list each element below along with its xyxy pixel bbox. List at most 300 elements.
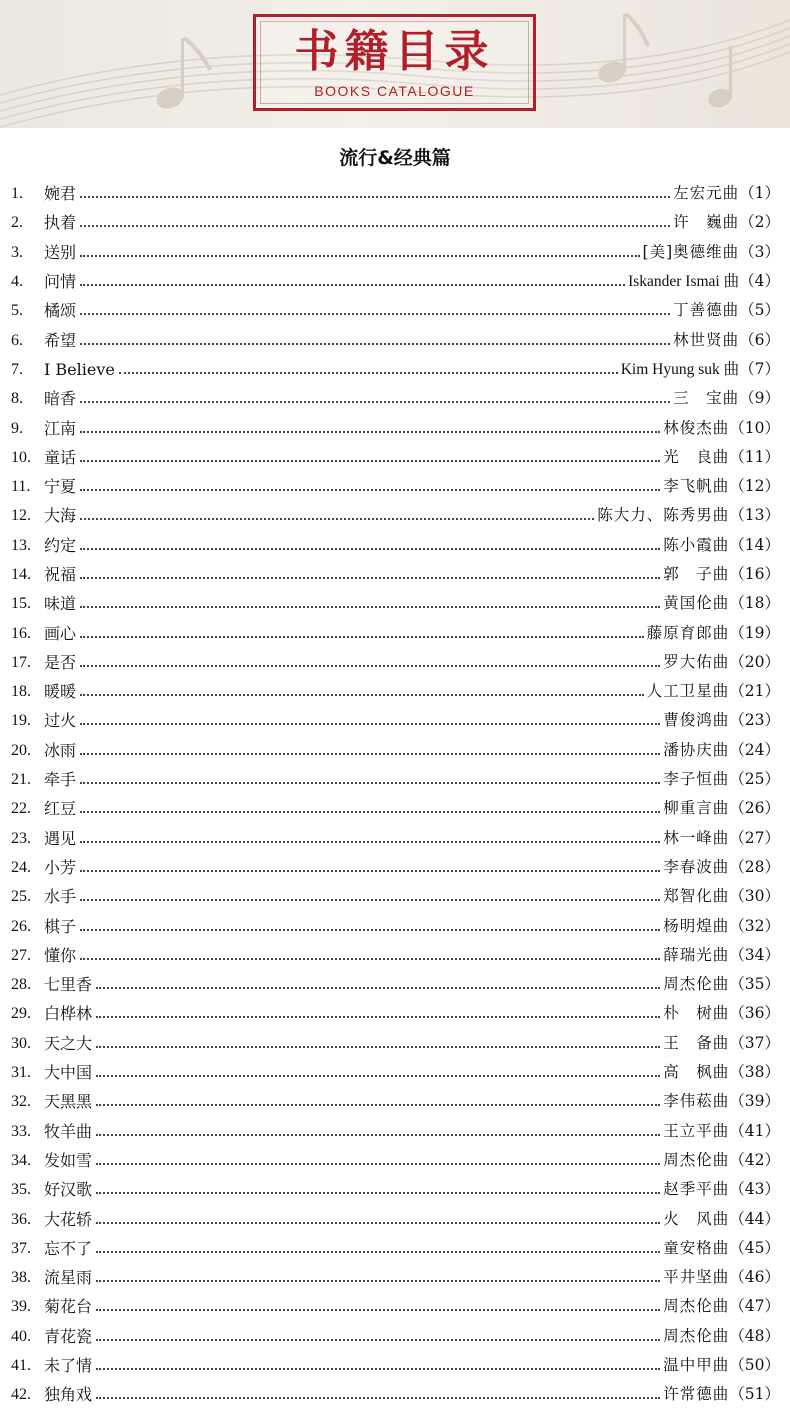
composer-credit: 童安格曲	[663, 1238, 730, 1257]
toc-entry[interactable]	[0, 325, 790, 354]
toc-entry[interactable]	[0, 765, 790, 794]
toc-entry[interactable]	[0, 267, 790, 296]
entry-number: 19.	[11, 712, 31, 730]
dot-leader	[80, 488, 660, 491]
composer-credit: 曹俊鸿曲	[663, 711, 730, 730]
entry-line	[44, 1058, 780, 1087]
song-title: 祝福	[44, 565, 77, 584]
dot-leader	[96, 986, 660, 989]
song-title: 发如雪	[44, 1150, 93, 1170]
song-title: 忘不了	[44, 1238, 93, 1258]
song-title: 问情	[44, 272, 77, 292]
dot-leader	[80, 254, 640, 257]
entry-line	[44, 1234, 780, 1263]
composer-credit: 人工卫星曲	[646, 682, 730, 701]
page-number: （45）	[729, 1238, 780, 1257]
page-number: （6）	[739, 330, 780, 349]
entry-line	[44, 677, 780, 706]
entry-number: 15.	[11, 595, 31, 613]
page-number: （5）	[739, 301, 780, 320]
dot-leader	[80, 430, 660, 433]
entry-number: 42.	[11, 1386, 31, 1404]
entry-line	[44, 443, 780, 472]
song-title: 牧羊曲	[44, 1121, 93, 1141]
toc-entry[interactable]	[0, 1380, 790, 1409]
song-title: 白桦林	[44, 1004, 93, 1024]
entry-number: 21.	[11, 771, 31, 789]
entry-line	[44, 1117, 780, 1146]
entry-line	[44, 853, 780, 882]
song-title: 宁夏	[44, 477, 77, 497]
dot-leader	[80, 693, 644, 696]
entry-number: 16.	[11, 624, 31, 642]
composer-credit: 许 巍曲	[673, 213, 740, 232]
entry-number: 13.	[11, 536, 31, 554]
dot-leader	[96, 1015, 660, 1018]
dot-leader	[80, 605, 660, 608]
page-number: （34）	[729, 945, 780, 964]
entry-number: 36.	[11, 1210, 31, 1228]
entry-line	[44, 1263, 780, 1292]
page-number: （11）	[729, 447, 780, 466]
toc-entry[interactable]	[0, 238, 790, 267]
composer-credit: 周杰伦曲	[663, 1150, 730, 1169]
dot-leader	[96, 1162, 660, 1165]
entry-line	[44, 824, 780, 853]
dot-leader	[80, 547, 660, 550]
entry-line	[44, 765, 780, 794]
page-number: （36）	[729, 1004, 780, 1023]
entry-line	[44, 414, 780, 443]
toc-entry[interactable]	[0, 794, 790, 823]
dot-leader	[80, 400, 670, 403]
composer-credit: 薛瑞光曲	[663, 945, 730, 964]
composer-credit: 王立平曲	[663, 1121, 730, 1140]
entry-number: 28.	[11, 976, 31, 994]
dot-leader	[96, 1250, 660, 1253]
composer-credit: 林俊杰曲	[663, 418, 730, 437]
entry-number: 1.	[11, 185, 23, 203]
page-number: （19）	[729, 623, 780, 642]
dot-leader	[96, 1279, 660, 1282]
composer-credit: 潘协庆曲	[663, 740, 730, 759]
song-title: 送别	[44, 242, 77, 262]
song-title: 是否	[44, 652, 77, 672]
toc-entry[interactable]	[0, 501, 790, 530]
toc-entry[interactable]	[0, 589, 790, 618]
composer-credit: 藤原育郎曲	[646, 623, 730, 642]
song-title: 希望	[44, 330, 77, 350]
toc-entry[interactable]	[0, 472, 790, 501]
entry-number: 22.	[11, 800, 31, 818]
dot-leader	[96, 1221, 660, 1224]
entry-number: 32.	[11, 1093, 31, 1111]
page-number: （21）	[729, 682, 780, 701]
toc-entry[interactable]	[0, 531, 790, 560]
section-title: 流行&经典篇	[339, 147, 451, 169]
song-title: 小芳	[44, 857, 77, 877]
composer-credit: 李飞帆曲	[663, 477, 730, 496]
song-title: 天黑黑	[44, 1092, 93, 1112]
entry-line	[44, 355, 780, 384]
page-number: （41）	[729, 1121, 780, 1140]
entry-line	[44, 1380, 780, 1409]
entry-number: 4.	[11, 273, 23, 291]
toc-entry[interactable]	[0, 1292, 790, 1321]
entry-line	[44, 970, 780, 999]
page-number: （3）	[739, 242, 780, 261]
page-number: （16）	[729, 565, 780, 583]
entry-line	[44, 1351, 780, 1380]
entry-line	[44, 589, 780, 618]
entry-line	[44, 531, 780, 560]
dot-leader	[80, 840, 660, 843]
song-title: 天之大	[44, 1033, 93, 1053]
song-title: 独角戏	[44, 1385, 93, 1405]
composer-credit: 陈大力、陈秀男曲	[597, 506, 730, 525]
entry-line	[44, 1087, 780, 1116]
dot-leader	[96, 1367, 660, 1370]
entry-line	[44, 384, 780, 413]
entry-number: 10.	[11, 448, 31, 466]
page-number: （13）	[729, 506, 780, 525]
composer-credit: 平井坚曲	[663, 1268, 730, 1287]
entry-number: 7.	[11, 360, 23, 378]
entry-number: 39.	[11, 1298, 31, 1316]
page-number: （46）	[729, 1268, 780, 1287]
dot-leader	[80, 517, 594, 520]
composer-credit: 林一峰曲	[663, 828, 730, 847]
entry-line	[44, 179, 780, 208]
entry-number: 2.	[11, 214, 23, 232]
toc-entry[interactable]	[0, 413, 790, 442]
toc-entry[interactable]	[0, 560, 790, 589]
toc-entry[interactable]	[0, 824, 790, 853]
song-title: 味道	[44, 594, 77, 614]
dot-leader	[80, 664, 660, 667]
page-number: （25）	[729, 770, 780, 789]
composer-credit: 陈小霞曲	[663, 535, 730, 554]
dot-leader	[119, 371, 618, 374]
page-number: （44）	[729, 1209, 780, 1228]
toc-entry[interactable]	[0, 1146, 790, 1175]
page-number: （2）	[739, 213, 780, 232]
composer-credit: 光 良曲	[663, 447, 730, 466]
dot-leader	[80, 810, 660, 813]
song-title: 过火	[44, 711, 77, 731]
dot-leader	[96, 1191, 660, 1194]
song-title: 红豆	[44, 799, 77, 819]
toc-entry[interactable]	[0, 384, 790, 413]
composer-credit: 李春波曲	[663, 857, 730, 876]
dot-leader	[80, 459, 660, 462]
toc-entry[interactable]	[0, 882, 790, 911]
entry-number: 14.	[11, 566, 31, 583]
toc-entry[interactable]	[0, 1351, 790, 1380]
composer-credit: 左宏元曲	[673, 184, 740, 203]
page-number: （39）	[729, 1092, 780, 1111]
entry-line	[44, 501, 780, 530]
composer-credit: 郑智化曲	[663, 887, 730, 906]
page-number: （12）	[729, 477, 780, 496]
page-number: （18）	[729, 594, 780, 613]
song-title: 江南	[44, 418, 77, 438]
entry-line	[44, 1029, 780, 1058]
entry-line	[44, 472, 780, 501]
entry-number: 8.	[11, 390, 23, 408]
entry-number: 3.	[11, 243, 23, 261]
dot-leader	[80, 928, 660, 931]
dot-leader	[96, 1338, 660, 1341]
page-number: （38）	[729, 1063, 780, 1082]
toc-entry[interactable]	[0, 1058, 790, 1087]
entry-number: 6.	[11, 331, 23, 349]
entry-line	[44, 238, 780, 267]
entry-number: 40.	[11, 1327, 31, 1345]
song-title: 暗香	[44, 389, 77, 409]
song-title: 冰雨	[44, 740, 77, 760]
entry-number: 29.	[11, 1005, 31, 1023]
entry-line	[44, 1322, 780, 1351]
song-title: 青花瓷	[44, 1326, 93, 1346]
page-number: （24）	[729, 740, 780, 759]
toc-entry[interactable]	[0, 208, 790, 237]
composer-credit: Iskander Ismai 曲	[628, 273, 740, 291]
entry-number: 38.	[11, 1269, 31, 1287]
entry-number: 9.	[11, 419, 23, 437]
entry-line	[44, 1146, 780, 1175]
song-title: 菊花台	[44, 1297, 93, 1317]
page-number: （50）	[729, 1356, 780, 1375]
entry-line	[44, 296, 780, 325]
page-number: （48）	[729, 1326, 780, 1345]
composer-credit: 杨明煌曲	[663, 916, 730, 935]
toc-entry[interactable]	[0, 999, 790, 1028]
toc-entry[interactable]	[0, 618, 790, 647]
toc-entry[interactable]	[0, 1234, 790, 1263]
page-number: （37）	[729, 1033, 780, 1052]
composer-credit: 周杰伦曲	[663, 1297, 730, 1316]
entry-line	[44, 326, 780, 355]
page-number: （30）	[729, 887, 780, 906]
entry-line	[44, 912, 780, 941]
song-title: 暖暖	[44, 682, 77, 702]
page-number: （51）	[729, 1385, 780, 1404]
toc-entry[interactable]	[0, 179, 790, 208]
page-number: （20）	[729, 652, 780, 671]
composer-credit: 丁善德曲	[673, 301, 740, 320]
header-banner	[0, 0, 790, 128]
composer-credit: 三 宝曲	[673, 389, 740, 408]
composer-credit: 郭 子曲	[663, 565, 730, 583]
toc-entry[interactable]	[0, 1322, 790, 1351]
composer-credit: 林世贤曲	[673, 330, 740, 349]
entry-number: 37.	[11, 1239, 31, 1257]
entry-line	[44, 794, 780, 823]
page-number: （28）	[729, 857, 780, 876]
toc-entry[interactable]	[0, 355, 790, 384]
entry-number: 5.	[11, 302, 23, 320]
toc-entry[interactable]	[0, 443, 790, 472]
page-number: （43）	[729, 1180, 780, 1199]
song-title: 好汉歌	[44, 1180, 93, 1200]
entry-number: 12.	[11, 507, 31, 525]
dot-leader	[96, 1103, 660, 1106]
dot-leader	[80, 869, 660, 872]
entry-line	[44, 560, 780, 589]
entry-line	[44, 208, 780, 237]
dot-leader	[80, 283, 625, 286]
toc-entry[interactable]	[0, 677, 790, 706]
dot-leader	[80, 957, 660, 960]
entry-line	[44, 999, 780, 1028]
entry-number: 26.	[11, 917, 31, 935]
page-number: （32）	[729, 916, 780, 935]
page-number: （27）	[729, 828, 780, 847]
entry-line	[44, 706, 780, 735]
page-number: （10）	[729, 418, 780, 437]
composer-credit: [美]奥德维曲	[642, 242, 740, 261]
entry-number: 33.	[11, 1122, 31, 1140]
page-number: （7）	[739, 359, 780, 378]
dot-leader	[80, 635, 644, 638]
page-number: （35）	[729, 975, 780, 994]
song-title: 水手	[44, 887, 77, 907]
page-number: （47）	[729, 1297, 780, 1316]
song-title: 未了情	[44, 1356, 93, 1376]
dot-leader	[96, 1308, 660, 1311]
composer-credit: 温中甲曲	[663, 1356, 730, 1375]
dot-leader	[80, 195, 670, 198]
toc-entry[interactable]	[0, 1087, 790, 1116]
composer-credit: 周杰伦曲	[663, 975, 730, 994]
page-number: （4）	[739, 272, 780, 291]
dot-leader	[96, 1045, 660, 1048]
toc-entry[interactable]	[0, 1263, 790, 1292]
page-number: （23）	[729, 711, 780, 730]
song-title: 约定	[44, 535, 77, 555]
dot-leader	[80, 752, 660, 755]
composer-credit: 罗大佑曲	[663, 652, 730, 671]
song-title: 棋子	[44, 916, 77, 936]
entry-line	[44, 736, 780, 765]
page-number: （1）	[739, 184, 780, 203]
entry-number: 24.	[11, 858, 31, 876]
title-frame	[253, 14, 536, 111]
toc-entry[interactable]	[0, 853, 790, 882]
dot-leader	[80, 576, 660, 579]
entry-line	[44, 267, 780, 296]
entry-number: 30.	[11, 1034, 31, 1052]
entry-number: 20.	[11, 741, 31, 759]
entry-line	[44, 1292, 780, 1321]
entry-line	[44, 1205, 780, 1234]
song-title: 执着	[44, 213, 77, 233]
composer-credit: 高 枫曲	[663, 1063, 730, 1082]
toc-entry[interactable]	[0, 1204, 790, 1233]
composer-credit: 王 备曲	[663, 1033, 730, 1052]
song-title: 大花轿	[44, 1209, 93, 1229]
composer-credit: 赵季平曲	[663, 1180, 730, 1199]
entry-number: 41.	[11, 1357, 31, 1375]
dot-leader	[80, 312, 670, 315]
toc-entry[interactable]	[0, 1117, 790, 1146]
toc-entry[interactable]	[0, 941, 790, 970]
entry-number: 34.	[11, 1151, 31, 1169]
entry-number: 25.	[11, 888, 31, 906]
toc-entry[interactable]	[0, 648, 790, 677]
song-title: 流星雨	[44, 1268, 93, 1288]
song-title: 婉君	[44, 184, 77, 204]
dot-leader	[96, 1133, 660, 1136]
entry-number: 11.	[11, 478, 31, 496]
song-title: 画心	[44, 623, 77, 643]
toc-entry[interactable]	[0, 1029, 790, 1058]
composer-credit: 李伟菘曲	[663, 1092, 730, 1111]
toc-entry[interactable]	[0, 970, 790, 999]
composer-credit: 朴 树曲	[663, 1004, 730, 1023]
dot-leader	[80, 781, 660, 784]
song-title: 懂你	[44, 945, 77, 965]
song-title: 大海	[44, 506, 77, 526]
toc-entry[interactable]	[0, 706, 790, 735]
toc-entry[interactable]	[0, 296, 790, 325]
composer-credit: 周杰伦曲	[663, 1326, 730, 1345]
page-number: （14）	[729, 535, 780, 554]
composer-credit: 火 风曲	[663, 1209, 730, 1228]
entry-number: 31.	[11, 1064, 31, 1082]
song-title: 童话	[44, 447, 77, 467]
toc-entry[interactable]	[0, 736, 790, 765]
dot-leader	[80, 898, 660, 901]
composer-credit: 黄国伦曲	[663, 594, 730, 613]
page-number: （9）	[739, 389, 780, 408]
song-title: 牵手	[44, 770, 77, 790]
dot-leader	[80, 224, 670, 227]
entry-line	[44, 1175, 780, 1204]
composer-credit: 柳重言曲	[663, 799, 730, 818]
page-title: 书籍目录	[294, 26, 495, 77]
table-of-contents	[0, 179, 790, 1409]
composer-credit: Kim Hyung suk 曲	[620, 360, 740, 378]
entry-number: 23.	[11, 829, 31, 847]
composer-credit: 许常德曲	[663, 1385, 730, 1404]
entry-number: 18.	[11, 683, 31, 701]
entry-line	[44, 619, 780, 648]
entry-number: 27.	[11, 946, 31, 964]
song-title: 橘颂	[44, 301, 77, 321]
song-title: 遇见	[44, 828, 77, 848]
dot-leader	[96, 1074, 660, 1077]
page-number: （42）	[729, 1150, 780, 1169]
song-title: 七里香	[44, 975, 93, 995]
song-title: I Believe	[44, 359, 115, 379]
page-number: （26）	[729, 799, 780, 818]
entry-number: 17.	[11, 653, 31, 671]
dot-leader	[80, 342, 670, 345]
page-subtitle: BOOKS CATALOGUE	[314, 83, 475, 99]
toc-entry[interactable]	[0, 1175, 790, 1204]
composer-credit: 李子恒曲	[663, 770, 730, 789]
dot-leader	[96, 1396, 660, 1399]
entry-number: 35.	[11, 1181, 31, 1199]
entry-line	[44, 882, 780, 911]
song-title: 大中国	[44, 1063, 93, 1083]
entry-line	[44, 941, 780, 970]
dot-leader	[80, 722, 660, 725]
entry-line	[44, 648, 780, 677]
toc-entry[interactable]	[0, 911, 790, 940]
